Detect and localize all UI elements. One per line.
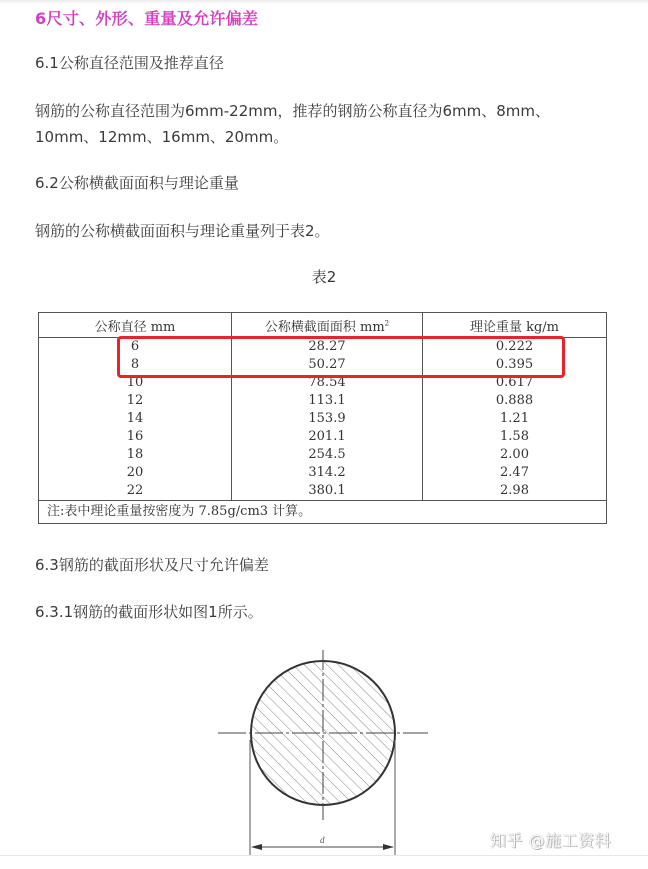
table-row xyxy=(39,410,607,428)
table-row xyxy=(39,482,607,501)
cell: 0.395 xyxy=(495,357,534,372)
cell: 1.21 xyxy=(500,411,529,426)
cell: 18 xyxy=(39,446,232,464)
cell: 0.888 xyxy=(495,393,534,408)
header-area: 公称横截面面积 $mm^2$ xyxy=(232,313,423,338)
cell: 0.617 xyxy=(495,375,534,390)
cell: 0.222 xyxy=(495,339,534,354)
table-container xyxy=(38,312,607,524)
cell: 8 xyxy=(39,356,232,374)
table-note: 注:表中理论重量按密度为 7.85g/cm3 计算。 xyxy=(39,501,607,524)
header-diameter: 公称直径 mm xyxy=(39,313,232,338)
table-header-row xyxy=(39,313,607,338)
cell: 254.5 xyxy=(232,446,423,464)
table-row xyxy=(39,392,607,410)
cell: 28.27 xyxy=(232,338,423,357)
cell: 50.27 xyxy=(232,356,423,374)
paragraph-6-1-line1: 钢筋的公称直径范围为6mm-22mm，推荐的钢筋公称直径为6mm、8mm、 xyxy=(35,102,551,120)
circle-section-diagram xyxy=(210,650,440,860)
cell: 10 xyxy=(39,374,232,392)
table-row xyxy=(39,446,607,464)
highlight-box xyxy=(117,336,565,378)
subsection-title-6-3: 6.3钢筋的截面形状及尺寸允许偏差 xyxy=(35,556,269,574)
table-row xyxy=(39,464,607,482)
table-row xyxy=(39,428,607,446)
cell: 201.1 xyxy=(232,428,423,446)
cell: 2.47 xyxy=(500,465,529,480)
subsection-title-6-1: 6.1公称直径范围及推荐直径 xyxy=(35,54,224,72)
cell: 2.00 xyxy=(500,447,529,462)
paragraph-6-1-line2: 10mm、12mm、16mm、20mm。 xyxy=(35,128,289,146)
bottom-divider xyxy=(0,855,648,856)
cell: 20 xyxy=(39,464,232,482)
cell: 1.58 xyxy=(500,429,529,444)
cell: 14 xyxy=(39,410,232,428)
cross-section-figure xyxy=(210,650,440,864)
header-weight: 理论重量 kg/m xyxy=(423,313,607,338)
cell: 78.54 xyxy=(232,374,423,392)
paragraph-6-3-1: 6.3.1钢筋的截面形状如图1所示。 xyxy=(35,603,263,621)
cell: 2.98 xyxy=(500,483,529,498)
cell: 6 xyxy=(39,338,232,357)
table-note-row xyxy=(39,501,607,524)
table-caption: 表2 xyxy=(311,268,337,286)
subsection-title-6-2: 6.2公称横截面面积与理论重量 xyxy=(35,174,239,192)
cell: 12 xyxy=(39,392,232,410)
section-heading: 6尺寸、外形、重量及允许偏差 xyxy=(35,9,259,28)
cell: 16 xyxy=(39,428,232,446)
watermark: 知乎 @施工资料 xyxy=(490,831,612,850)
cell: 380.1 xyxy=(232,482,423,501)
top-divider xyxy=(0,0,648,4)
cell: 113.1 xyxy=(232,392,423,410)
paragraph-6-2: 钢筋的公称横截面面积与理论重量列于表2。 xyxy=(35,222,330,240)
cell: 153.9 xyxy=(232,410,423,428)
cell: 22 xyxy=(39,482,232,501)
svg-text:d: d xyxy=(320,835,325,845)
cell: 314.2 xyxy=(232,464,423,482)
